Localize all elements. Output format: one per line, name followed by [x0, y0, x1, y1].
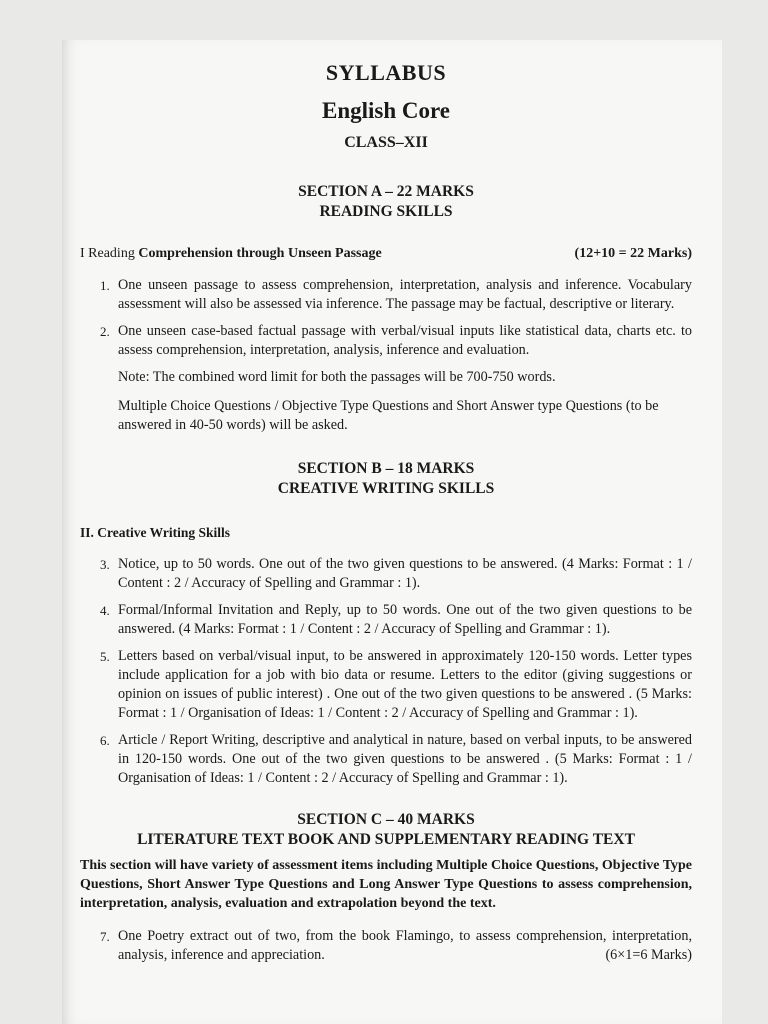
- section-b-header: [80, 459, 692, 499]
- item-text: Letters based on verbal/visual input, to be answered in approximately 120-150 words. Letter types include application for a job with bio data or resume. Letters to the editor (giving suggestions or opinion on issues of public interest) . One out of the two given questions to be answered . (5 Marks: Format : 1 / Organisation of Ideas: 1 / Content : 2 / Accuracy of Spelling and Grammar : 1).: [118, 648, 692, 721]
- reading-part-label: I Reading: [80, 246, 135, 261]
- list-item: [80, 322, 692, 360]
- item-number: 7.: [100, 929, 110, 944]
- item-text: One unseen case-based factual passage with verbal/visual inputs like statistical data, charts etc. to assess comprehension, interpretation, analysis, inference and evaluation.: [118, 323, 692, 358]
- section-a-heading: SECTION A – 22 MARKS: [298, 183, 474, 200]
- creative-writing-heading: II. Creative Writing Skills: [80, 525, 231, 540]
- question-type-note: Multiple Choice Questions / Objective Type Questions and Short Answer type Questions (to be answered in 40-50 words) will be asked.: [118, 398, 659, 433]
- section-a-header: [80, 182, 692, 222]
- list-item: [80, 647, 692, 723]
- item-number: 2.: [100, 324, 110, 339]
- reading-part-title: Comprehension through Unseen Passage: [138, 246, 382, 261]
- reading-part-title-wrap: [80, 246, 382, 262]
- syllabus-title: SYLLABUS: [325, 60, 447, 85]
- section-a-items: [80, 276, 692, 360]
- subject-title: English Core: [321, 98, 451, 123]
- section-a-subheading: READING SKILLS: [319, 203, 453, 220]
- item-number: 3.: [100, 557, 110, 572]
- section-c-heading: SECTION C – 40 MARKS: [297, 811, 475, 828]
- list-item: [80, 276, 692, 314]
- class-title: CLASS–XII: [344, 134, 428, 151]
- document-page: [62, 40, 722, 1024]
- item-text: Formal/Informal Invitation and Reply, up to 50 words. One out of the two given questions to be answered. (4 Marks: Format : 1 / Content : 2 / Accuracy of Spelling and Grammar : 1).: [118, 602, 692, 637]
- page-header: [80, 60, 692, 152]
- item-number: 6.: [100, 733, 110, 748]
- item-text: Notice, up to 50 words. One out of the two given questions to be answered. (4 Marks: Format : 1 / Content : 2 / Accuracy of Spelling and Grammar : 1).: [118, 556, 692, 591]
- list-item: [80, 927, 692, 965]
- section-b-subheading: CREATIVE WRITING SKILLS: [277, 480, 495, 497]
- page-content: [80, 60, 692, 973]
- reading-part-heading: [80, 246, 692, 262]
- item-number: 1.: [100, 278, 110, 293]
- item-text: One Poetry extract out of two, from the book Flamingo, to assess comprehension, interpretation, analysis, inference and appreciation.: [118, 928, 692, 963]
- item-text: One unseen passage to assess comprehension, interpretation, analysis and inference. Vocabulary assessment will also be assessed via inference. The passage may be factual, descriptive or literary.: [118, 277, 692, 312]
- list-item: [80, 555, 692, 593]
- item-number: 5.: [100, 649, 110, 664]
- item-marks: (6×1=6 Marks): [605, 947, 692, 963]
- list-item: [80, 601, 692, 639]
- item-text: Article / Report Writing, descriptive and analytical in nature, based on verbal inputs, to be answered in 120-150 words. One out of the two given questions to be answered . (5 Marks: Format : 1 / Organisation of Ideas: 1 / Content : 2 / Accuracy of Spelling and Grammar : 1).: [118, 732, 692, 786]
- word-limit-note: Note: The combined word limit for both the passages will be 700-750 words.: [118, 369, 556, 385]
- section-b-items: [80, 555, 692, 788]
- reading-part-marks: (12+10 = 22 Marks): [574, 246, 692, 261]
- item-number: 4.: [100, 603, 110, 618]
- section-c-header: [80, 810, 692, 850]
- section-c-subheading: LITERATURE TEXT BOOK AND SUPPLEMENTARY READING TEXT: [137, 831, 635, 848]
- list-item: [80, 731, 692, 788]
- section-c-description: This section will have variety of assessment items including Multiple Choice Questions, Objective Type Questions, Short Answer Type Questions and Long Answer Type Questions to assess comprehension, interpretation, analysis, evaluation and extrapolation beyond the text.: [80, 858, 692, 911]
- section-b-heading: SECTION B – 18 MARKS: [297, 460, 475, 477]
- section-c-items: [80, 927, 692, 965]
